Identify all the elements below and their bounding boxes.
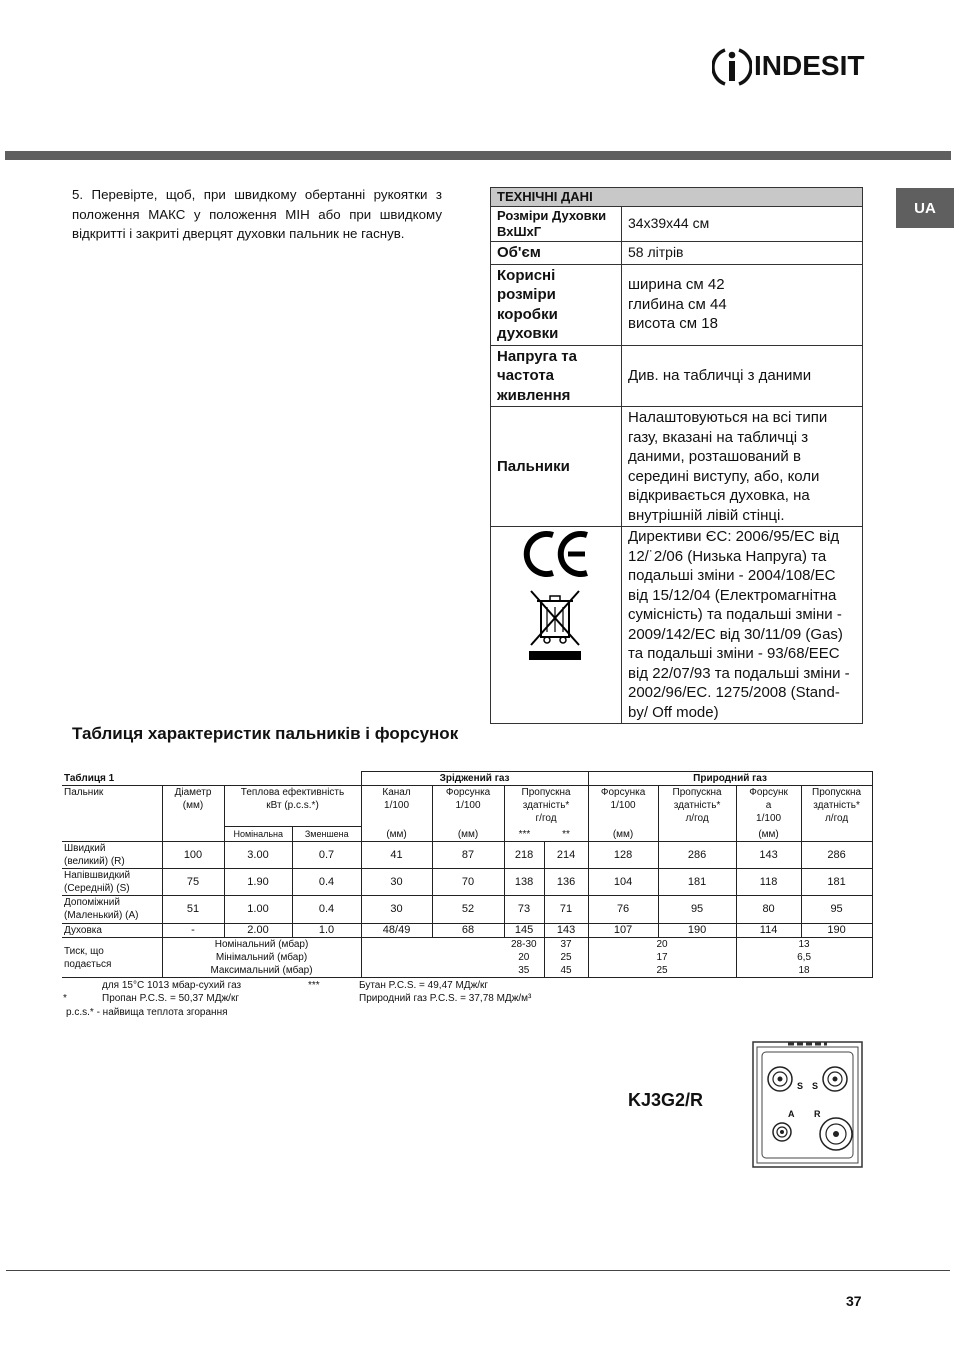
ce-mark-icon (523, 529, 593, 579)
cell-flow-ng: 190 (658, 924, 736, 938)
cell-diameter: 75 (162, 869, 224, 896)
cell-nominal: 2.00 (224, 924, 292, 938)
pressure-nominal-label: Номінальний (мбар) (214, 939, 309, 950)
header-nozzle-ng2-l1: Форсунк (749, 787, 788, 798)
pressure-minimum-label: Мінімальний (мбар) (215, 952, 308, 963)
pressure-ng-max: 25 (656, 965, 668, 976)
cell-diameter: - (162, 924, 224, 938)
pressure-propane (544, 938, 588, 978)
footnote-propane: Пропан P.C.S. = 50,37 МДж/кг (102, 993, 239, 1004)
cell-nozzle-ng2: 118 (736, 869, 801, 896)
cell-flow-ng: 181 (658, 869, 736, 896)
cell-reduced: 0.4 (292, 869, 361, 896)
cell-nominal: 1.90 (224, 869, 292, 896)
footnote-pcs: p.c.s.* - найвища теплота згорання (66, 1007, 228, 1018)
cell-nozzle-lpg: 52 (432, 896, 504, 924)
header-bypass-unit: (мм) (386, 829, 407, 840)
cell-nozzle-lpg: 70 (432, 869, 504, 896)
header-diameter (162, 786, 224, 842)
pressure-butane-nom: 28-30 (511, 939, 537, 950)
header-flow-lpg-l2: здатність* (522, 800, 570, 811)
header-thermal (224, 786, 361, 842)
header-nozzle-lpg (432, 786, 504, 842)
cell-flow-butane: 218 (504, 842, 544, 869)
footnote-star1: * (63, 993, 67, 1004)
pressure-butane (504, 938, 544, 978)
hob-label-r: R (814, 1109, 821, 1119)
cell-nominal: 3.00 (224, 842, 292, 869)
header-reduced: Зменшена (304, 829, 349, 839)
cell-nozzle-ng: 128 (588, 842, 658, 869)
header-thermal-l1: Теплова ефективність (240, 787, 345, 798)
spec-label-voltage: Напруга та частота живлення (491, 345, 622, 407)
header-nominal: Номінальна (225, 827, 294, 841)
header-nozzle-ng-l1: Форсунка (600, 787, 646, 798)
cell-diameter: 51 (162, 896, 224, 924)
cell-flow-butane: 145 (504, 924, 544, 938)
cell-reduced: 0.4 (292, 896, 361, 924)
header-flow-ng-l2: здатність* (673, 800, 721, 811)
header-star2: ** (562, 829, 570, 840)
header-nozzle-ng2-l3: 1/100 (756, 813, 782, 824)
pressure-maximum-label: Максимальний (мбар) (210, 965, 313, 976)
cell-flow-ng: 286 (658, 842, 736, 869)
header-burner: Пальник (64, 787, 104, 798)
cell-flow-ng2: 95 (801, 896, 872, 924)
header-bypass-l1: Канал (382, 787, 411, 798)
pressure-butane-min: 20 (518, 952, 530, 963)
cell-nozzle-lpg: 87 (432, 842, 504, 869)
cell-flow-propane: 143 (544, 924, 588, 938)
compliance-marks (491, 527, 622, 724)
pressure-label (62, 938, 162, 978)
pressure-label-l2: подається (64, 958, 112, 970)
footnote-star3: *** (308, 980, 320, 991)
header-nozzle-lpg-l1: Форсунка (445, 787, 491, 798)
technical-data-table (490, 187, 863, 724)
burner-name (62, 869, 162, 896)
spec-value-directives: Директиви ЄС: 2006/95/EC від 12/˙2/06 (Низька Напруга) та подальші зміни - 2004/108/EC від 15/12/04 (Електромагнітна сумісність) та подальші зміни - 2009/142/EC від 30/11/09 (Gas) та подальші зміни - 93/68/EEC від 22/07/93 та подальші зміни - 2002/96/EC. 1275/2008 (Stand-by/ Off mode) (622, 527, 863, 724)
burner-name-l1: Духовка (64, 925, 102, 936)
cell-nozzle-ng: 107 (588, 924, 658, 938)
header-nozzle-ng (588, 786, 658, 842)
header-flow-ng-l3: л/год (685, 813, 709, 824)
pressure-ng2-min: 6,5 (797, 952, 812, 963)
cell-flow-butane: 73 (504, 896, 544, 924)
pressure-ng-nom: 20 (656, 939, 668, 950)
spec-label-dimensions: Розміри Духовки ВхШхГ (491, 207, 622, 242)
burner-name-l2: (Маленький) (A) (64, 910, 139, 921)
step-5-text: 5. Перевірте, щоб, при швидкому обертанні рукоятки з положення МАКС у положення МІН або при швидкому відкритті і закриті дверцят духовки пальник не гаснув. (72, 187, 442, 241)
header-nozzle-lpg-l2: 1/100 (455, 800, 481, 811)
language-tab: UA (896, 188, 954, 228)
spec-label-volume: Об'єм (491, 242, 622, 265)
indesit-logo-icon (712, 46, 752, 88)
usable-width: ширина см 42 (628, 276, 725, 294)
pressure-ng2 (736, 938, 872, 978)
footnote-natural-gas: Природний газ P.C.S. = 37,78 МДж/м³ (359, 993, 532, 1004)
header-flow-lpg-l3: г/год (535, 813, 557, 824)
header-nozzle-ng-l2: 1/100 (610, 800, 636, 811)
burner-name (62, 842, 162, 869)
usable-depth: глибина см 44 (628, 295, 727, 313)
ng-group-header: Природний газ (588, 772, 872, 786)
cell-nozzle-lpg: 68 (432, 924, 504, 938)
header-flow-lpg (504, 786, 588, 842)
burner-name-l2: (великий) (R) (64, 856, 125, 867)
burner-table-title: Таблиця характеристик пальників і форсунок (72, 724, 459, 743)
cell-bypass: 30 (361, 869, 432, 896)
header-flow-ng2-l3: л/год (824, 813, 849, 824)
header-nozzle-lpg-unit: (мм) (457, 829, 479, 840)
burner-name-l1: Швидкий (64, 843, 106, 854)
header-nozzle-ng-unit: (мм) (612, 829, 634, 840)
spec-value-burners: Налаштовуються на всі типи газу, вказані на табличці з даними, розташований в середині виступу, або, коли відкривається духовка, на внутрішній лівій стінці. (622, 407, 863, 527)
cell-nozzle-ng2: 80 (736, 896, 801, 924)
usable-height: висота см 18 (628, 315, 718, 333)
spec-value-voltage: Див. на табличці з даними (622, 345, 863, 407)
header-bypass (361, 786, 432, 842)
hob-label-s-left: S (797, 1081, 804, 1091)
table-row (62, 924, 872, 938)
cell-flow-butane: 138 (504, 869, 544, 896)
burner-name-l1: Допоміжний (64, 897, 120, 908)
hob-icon (752, 1041, 863, 1168)
hob-label-s-right: S (812, 1081, 819, 1091)
cell-nozzle-ng2: 143 (736, 842, 801, 869)
header-nozzle-ng2-l2: а (765, 800, 772, 811)
header-flow-ng-l1: Пропускна (672, 787, 722, 798)
weee-bin-icon (525, 587, 585, 663)
spec-label-burners: Пальники (491, 407, 622, 527)
spec-value-volume: 58 літрів (622, 242, 863, 265)
cell-flow-propane: 214 (544, 842, 588, 869)
footnote-butane: Бутан P.C.S. = 49,47 МДж/кг (359, 980, 489, 991)
header-bypass-l2: 1/100 (384, 800, 410, 811)
burner-name (62, 896, 162, 924)
table-row (62, 896, 872, 924)
hob-layout-diagram (752, 1041, 863, 1168)
spec-value-usable-size (622, 264, 863, 345)
table-row (62, 842, 872, 869)
pressure-empty (361, 938, 504, 978)
cell-reduced: 0.7 (292, 842, 361, 869)
cell-diameter: 100 (162, 842, 224, 869)
cell-flow-propane: 71 (544, 896, 588, 924)
pressure-label-l1: Тиск, що (64, 945, 104, 957)
header-flow-ng (658, 786, 736, 842)
pressure-ng2-max: 18 (798, 965, 810, 976)
table-caption: Таблиця 1 (62, 772, 361, 786)
header-star3: *** (518, 829, 531, 840)
cell-flow-ng2: 181 (801, 869, 872, 896)
model-name: KJ3G2/R (628, 1090, 704, 1110)
page-number: 37 (846, 1293, 862, 1309)
cell-flow-ng2: 190 (801, 924, 872, 938)
pressure-row (62, 938, 872, 978)
pressure-propane-max: 45 (560, 965, 572, 976)
header-flow-lpg-l1: Пропускна (521, 787, 571, 798)
burner-name-l1: Напівшвидкий (64, 870, 131, 881)
header-flow-ng2-l2: здатність* (813, 800, 860, 811)
header-diameter-l2: (мм) (182, 800, 204, 811)
header-nozzle-ng2-unit: (мм) (758, 829, 779, 840)
burner-name (62, 924, 162, 938)
cell-nozzle-ng: 104 (588, 869, 658, 896)
brand-name: INDESIT (754, 50, 865, 81)
header-flow-ng2-l1: Пропускна (812, 787, 862, 798)
cell-nominal: 1.00 (224, 896, 292, 924)
cell-flow-ng2: 286 (801, 842, 872, 869)
pressure-ng (588, 938, 736, 978)
cell-flow-propane: 136 (544, 869, 588, 896)
cell-nozzle-ng: 76 (588, 896, 658, 924)
technical-data-header: ТЕХНІЧНІ ДАНІ (491, 188, 863, 207)
pressure-propane-nom: 37 (560, 939, 572, 950)
cell-nozzle-ng2: 114 (736, 924, 801, 938)
brand-logo (712, 46, 872, 88)
spec-value-dimensions: 34х39х44 см (622, 207, 863, 242)
pressure-kinds (162, 938, 361, 978)
footer-rule (6, 1270, 950, 1271)
lpg-group-header: Зріджений газ (361, 772, 588, 786)
cell-bypass: 48/49 (361, 924, 432, 938)
header-thermal-l2: кВт (p.c.s.*) (266, 800, 319, 811)
header-diameter-l1: Діаметр (174, 787, 212, 798)
cell-reduced: 1.0 (292, 924, 361, 938)
pressure-propane-min: 25 (560, 952, 572, 963)
cell-bypass: 30 (361, 896, 432, 924)
cell-flow-ng: 95 (658, 896, 736, 924)
hob-label-a: A (788, 1109, 795, 1119)
footnote-conditions: для 15°C 1013 мбар-сухий газ (102, 980, 242, 991)
spec-label-usable-size: Корисні розміри коробки духовки (491, 264, 622, 345)
cell-bypass: 41 (361, 842, 432, 869)
header-bar (5, 151, 951, 160)
header-nozzle-ng2 (736, 786, 801, 842)
header-flow-ng2 (801, 786, 872, 842)
pressure-butane-max: 35 (518, 965, 530, 976)
burner-name-l2: (Середній) (S) (64, 883, 130, 894)
table-row (62, 869, 872, 896)
pressure-ng-min: 17 (656, 952, 668, 963)
burner-nozzle-table (62, 771, 873, 978)
pressure-ng2-nom: 13 (798, 939, 810, 950)
